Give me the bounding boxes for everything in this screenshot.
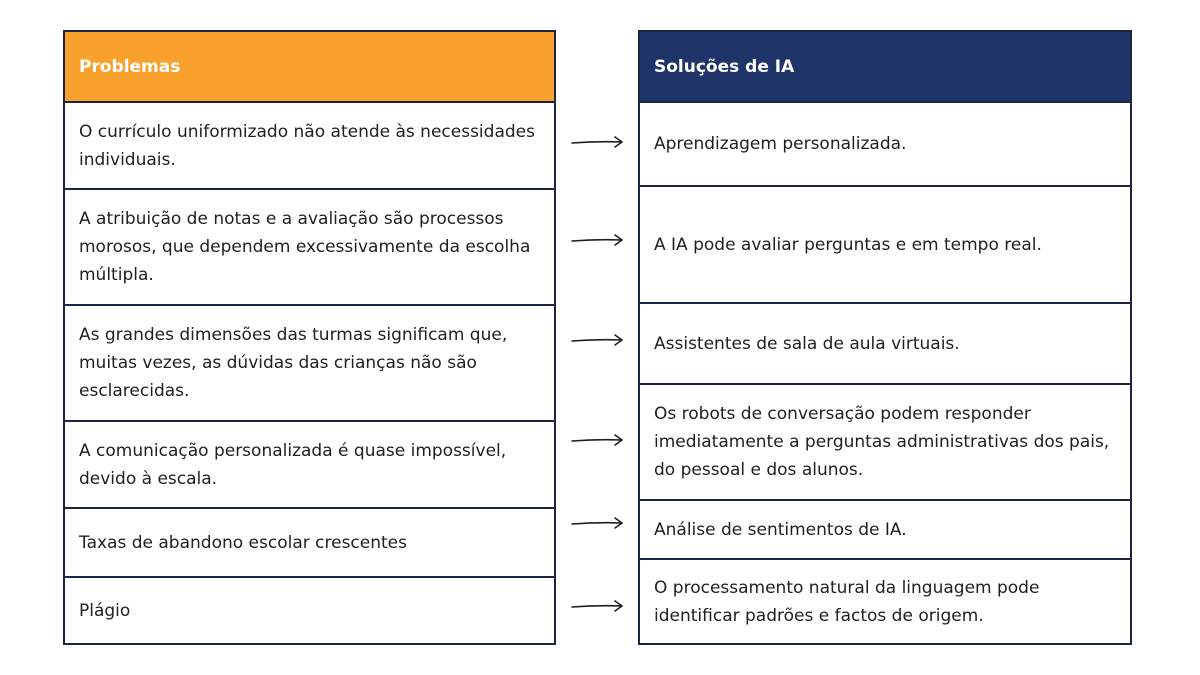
solution-item-text: O processamento natural da linguagem pode identificar padrões e factos de origem. (654, 577, 1040, 626)
solution-item (640, 101, 1130, 185)
solutions-header-label: Soluções de IA (654, 56, 795, 77)
solution-item (640, 383, 1130, 499)
solution-item (640, 302, 1130, 383)
problem-item (65, 507, 554, 576)
right-arrow-icon (572, 137, 622, 147)
solution-item-text: Os robots de conversação podem responder imediatamente a perguntas administrativas dos pais, do pessoal e dos alunos. (654, 404, 1110, 480)
problem-item-text: A comunicação personalizada é quase impossível, devido à escala. (79, 440, 507, 489)
solution-item (640, 185, 1130, 302)
problem-item (65, 576, 554, 643)
solutions-column (638, 30, 1132, 645)
problems-header-label: Problemas (79, 56, 181, 77)
solution-item-text: Assistentes de sala de aula virtuais. (654, 333, 960, 354)
solution-item-text: A IA pode avaliar perguntas e em tempo real. (654, 234, 1042, 255)
solution-item-text: Aprendizagem personalizada. (654, 134, 907, 154)
solution-item-text: Análise de sentimentos de IA. (654, 519, 907, 540)
right-arrow-icon (572, 518, 622, 528)
solutions-header (640, 32, 1130, 101)
right-arrow-icon (572, 601, 622, 611)
problem-item-text: A atribuição de notas e a avaliação são processos morosos, que dependem excessivamente da escolha múltipla. (79, 209, 531, 285)
problems-header (65, 32, 554, 101)
problems-column (63, 30, 556, 645)
problem-item (65, 101, 554, 188)
problem-item-text: As grandes dimensões das turmas significam que, muitas vezes, as dúvidas das crianças não são esclarecidas. (79, 325, 508, 401)
problem-item (65, 304, 554, 420)
right-arrow-icon (572, 235, 622, 245)
problem-item (65, 188, 554, 304)
solution-item (640, 558, 1130, 643)
right-arrow-icon (572, 435, 622, 445)
right-arrow-icon (572, 335, 622, 345)
solution-item (640, 499, 1130, 558)
problem-item (65, 420, 554, 507)
problem-item-text: Plágio (79, 600, 131, 621)
problem-item-text: Taxas de abandono escolar crescentes (79, 532, 407, 553)
problem-item-text: O currículo uniformizado não atende às necessidades individuais. (79, 121, 535, 170)
